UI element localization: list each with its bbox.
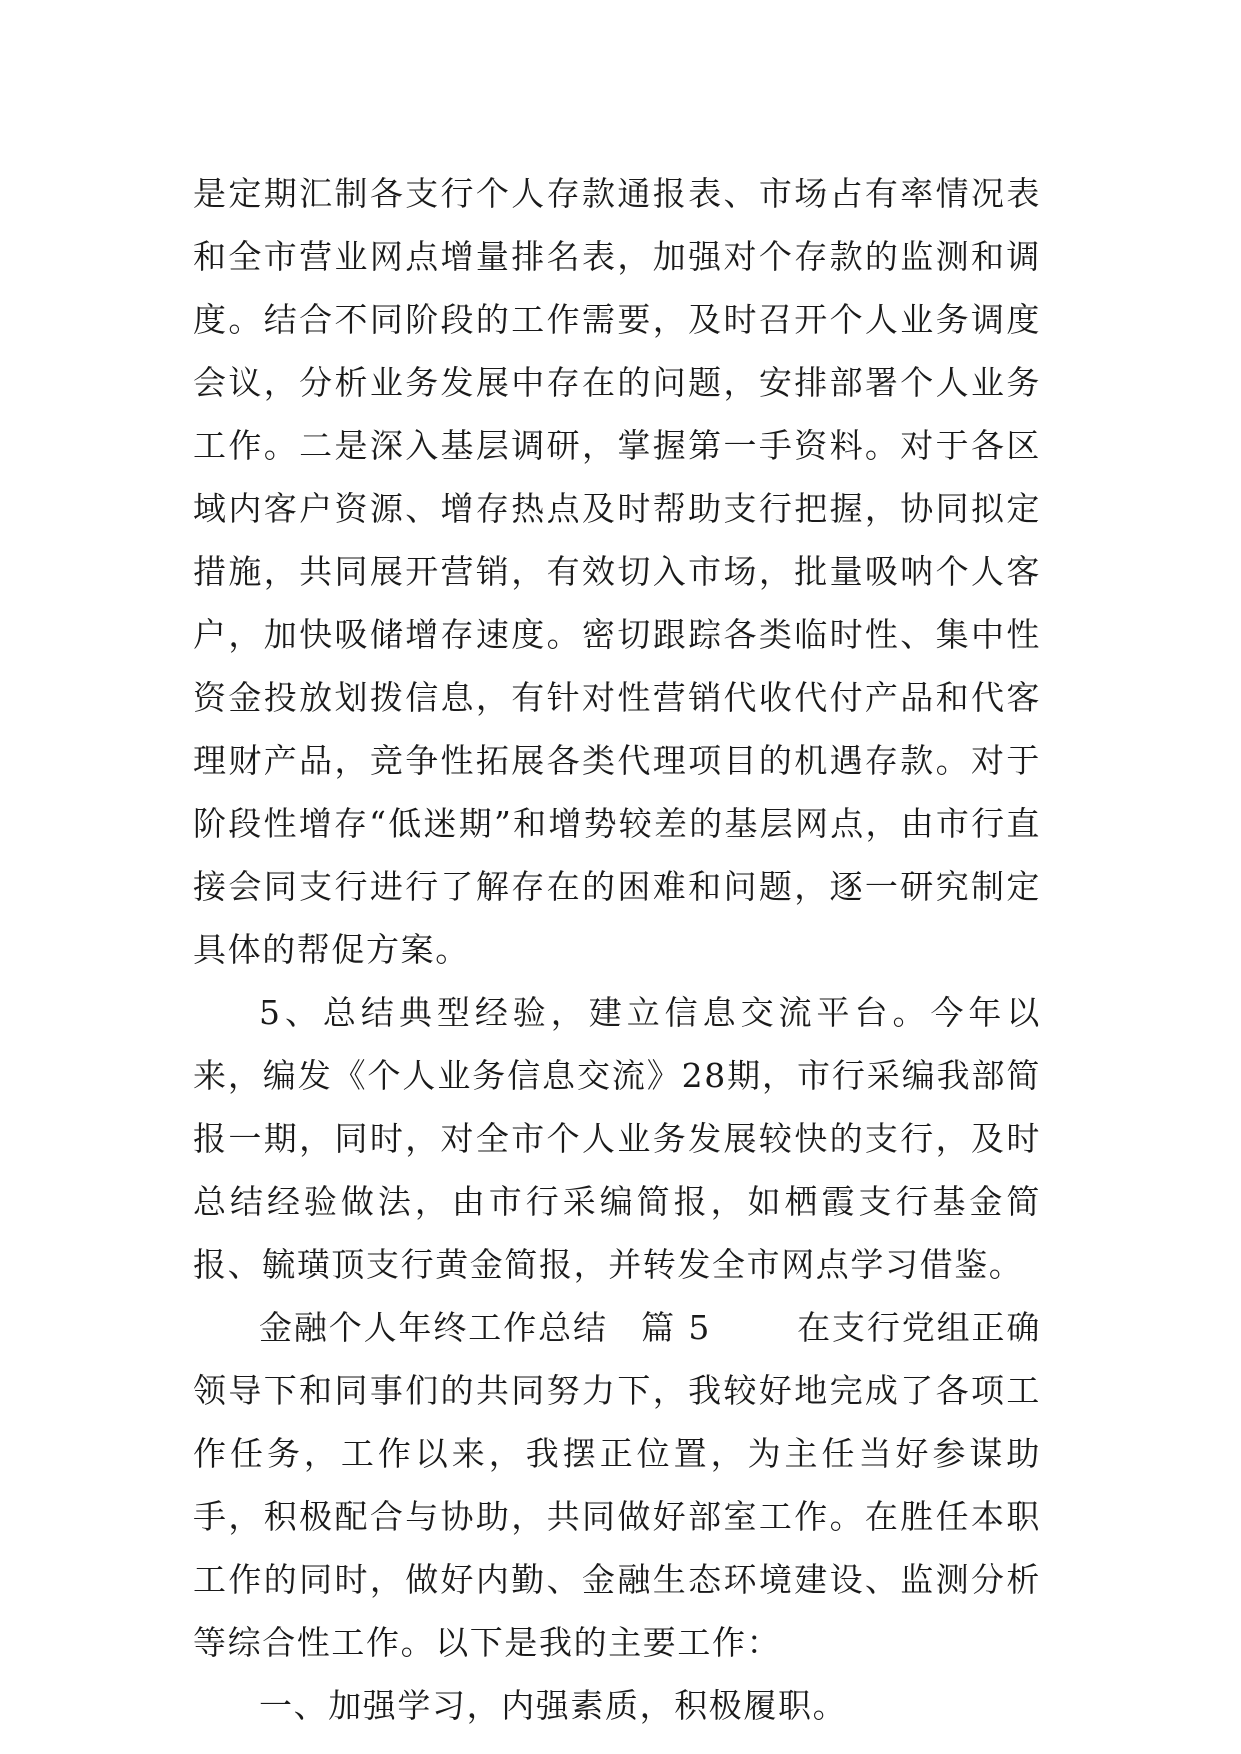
section-heading: 一、加强学习，内强素质，积极履职。: [259, 1686, 848, 1725]
body-paragraph: 5、总结典型经验，建立信息交流平台。今年以来，编发《个人业务信息交流》28期，市行采编我部简报一期，同时，对全市个人业务发展较快的支行，及时总结经验做法，由市行采编简报，如栖霞支行基金简报、毓璜顶支行黄金简报，并转发全市网点学习借鉴。: [193, 993, 1041, 1284]
section-title: 金融个人年终工作总结: [259, 1308, 608, 1347]
section-body: 在支行党组正确领导下和同事们的共同努力下，我较好地完成了各项工作任务，工作以来，我摆正位置，为主任当好参谋助手，积极配合与协助，共同做好部室工作。在胜任本职工作的同时，做好内勤、金融生态环境建设、监测分析等综合性工作。以下是我的主要工作：: [193, 1308, 1042, 1662]
body-paragraph: 是定期汇制各支行个人存款通报表、市场占有率情况表和全市营业网点增量排名表，加强对个存款的监测和调度。结合不同阶段的工作需要，及时召开个人业务调度会议，分析业务发展中存在的问题，安排部署个人业务工作。二是深入基层调研，掌握第一手资料。对于各区域内客户资源、增存热点及时帮助支行把握，协同拟定措施，共同展开营销，有效切入市场，批量吸呐个人客户，加快吸储增存速度。密切跟踪各类临时性、集中性资金投放划拨信息，有针对性营销代收代付产品和代客理财产品，竞争性拓展各类代理项目的机遇存款。对于阶段性增存“低迷期”和增势较差的基层网点，由市行直接会同支行进行了解存在的困难和问题，逐一研究制定具体的帮促方案。: [193, 174, 1041, 969]
section-paragraph: [193, 1296, 1041, 1674]
section-label: 篇 5: [640, 1308, 712, 1347]
